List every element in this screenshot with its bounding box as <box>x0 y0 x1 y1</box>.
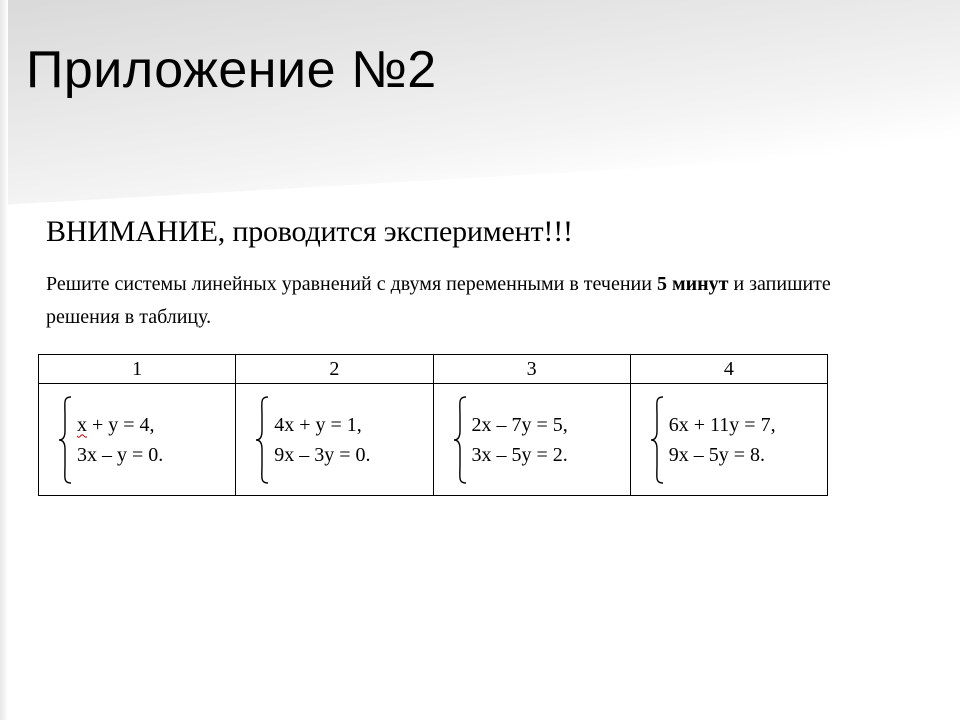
system-cell-1 <box>39 384 236 496</box>
instruction-part-2: и запишите решения в таблицу. <box>46 273 831 328</box>
equation-2: 9x – 3y = 0. <box>274 443 371 466</box>
column-header: 3 <box>433 355 630 384</box>
equation-2: 3x – 5y = 2. <box>471 443 568 466</box>
equation-variable: x <box>77 413 87 436</box>
systems-table <box>38 354 828 496</box>
equation-variable: 6x <box>668 413 689 436</box>
equation-1 <box>274 410 370 440</box>
left-edge-shade <box>0 0 8 720</box>
equation-1 <box>77 410 163 440</box>
equation-system <box>236 395 432 485</box>
equation-rest: + 11y = 7, <box>688 413 776 436</box>
equation-2: 3x – y = 0. <box>77 443 164 466</box>
attention-heading: ВНИМАНИЕ, проводится эксперимент!!! <box>46 215 573 248</box>
task-content <box>38 212 838 496</box>
equation-rest: + y = 4, <box>87 413 155 436</box>
equation-variable: 2x <box>471 413 492 436</box>
column-header: 1 <box>39 355 236 384</box>
equations <box>77 410 163 470</box>
table-row <box>39 384 828 496</box>
equations <box>274 410 370 470</box>
system-cell-4 <box>630 384 827 496</box>
slide-title: Приложение №2 <box>26 41 437 99</box>
table-header-row <box>39 355 828 384</box>
instruction-time: 5 минут <box>656 273 729 295</box>
equation-1 <box>472 410 568 440</box>
brace-icon <box>649 395 665 485</box>
equations <box>669 410 776 470</box>
brace-icon <box>452 395 468 485</box>
instruction-text <box>46 268 838 334</box>
column-header: 4 <box>630 355 827 384</box>
system-cell-3 <box>433 384 630 496</box>
equation-1 <box>669 410 776 440</box>
instruction-part-1: Решите системы линейных уравнений с двумя переменными в течении <box>46 273 657 295</box>
equation-system <box>434 395 630 485</box>
brace-icon <box>57 395 73 485</box>
equations <box>472 410 568 470</box>
equation-2: 9x – 5y = 8. <box>668 443 766 466</box>
equation-rest: + y = 1, <box>294 413 362 436</box>
equation-variable: 4x <box>274 413 295 436</box>
column-header: 2 <box>236 355 433 384</box>
equation-system <box>39 395 235 485</box>
system-cell-2 <box>236 384 433 496</box>
equation-rest: – 7y = 5, <box>491 413 568 436</box>
equation-system <box>631 395 827 485</box>
brace-icon <box>254 395 270 485</box>
